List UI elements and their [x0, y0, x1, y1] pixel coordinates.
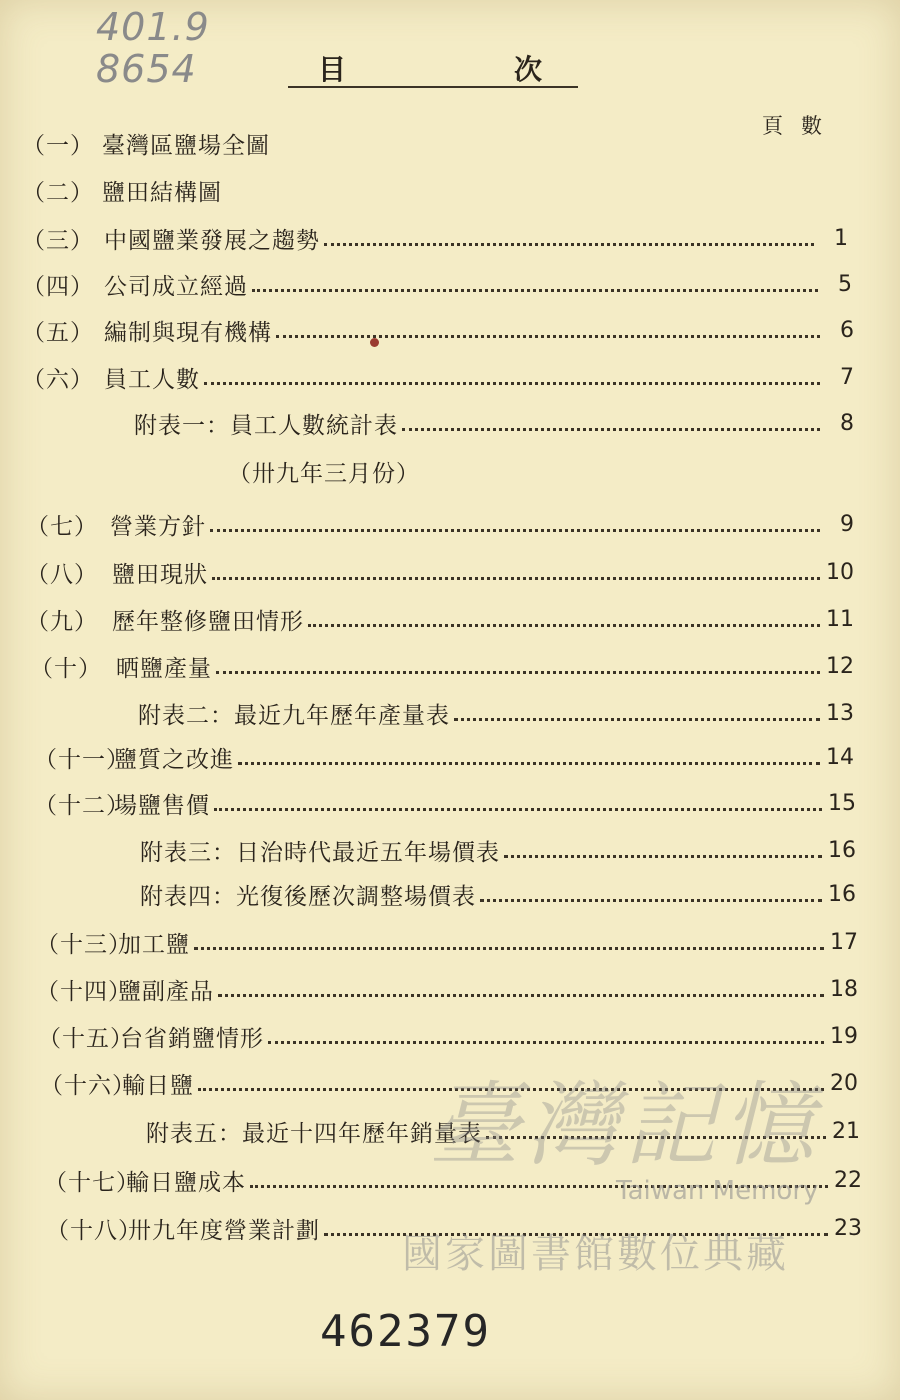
toc-label: 營業方針 [110, 513, 206, 540]
toc-page: 12 [826, 653, 854, 679]
leader-dots [204, 382, 820, 385]
toc-label: 附表四：光復後歷次調整場價表 [140, 883, 476, 910]
leader-dots [504, 855, 822, 858]
toc-number: （⼗二） [34, 792, 130, 819]
toc-label: 加工鹽 [118, 931, 190, 958]
toc-page: 7 [840, 364, 854, 390]
toc-page: 6 [840, 317, 854, 343]
title-underline [288, 86, 578, 88]
toc-label: 卅九年度營業計劃 [128, 1217, 320, 1244]
toc-number: （八） [26, 561, 98, 588]
toc-page: 15 [828, 790, 856, 816]
toc-label: 晒鹽產量 [116, 655, 212, 682]
ink-speck [370, 338, 379, 347]
toc-page: 23 [834, 1215, 862, 1241]
toc-appendix-entry [138, 697, 854, 729]
toc-label: 鹽田現狀 [112, 561, 208, 588]
toc-label: 場鹽售價 [114, 792, 210, 819]
toc-number: （⼗四） [36, 978, 132, 1005]
leader-dots [454, 718, 820, 721]
toc-page: 5 [838, 271, 852, 297]
toc-page: 14 [826, 744, 854, 770]
toc-entry [34, 787, 856, 819]
leader-dots [218, 994, 824, 997]
toc-label: 鹽副產品 [118, 978, 214, 1005]
toc-number: （一） [22, 132, 94, 159]
toc-label: 中國鹽業發展之趨勢 [104, 227, 320, 254]
toc-entry [22, 127, 852, 159]
toc-page: 10 [826, 559, 854, 585]
toc-number: （四） [22, 273, 94, 300]
toc-entry [22, 222, 848, 254]
toc-entry [38, 1020, 858, 1052]
toc-page: 1 [834, 225, 848, 251]
toc-number: （⼗五） [38, 1025, 134, 1052]
toc-entry [22, 174, 852, 206]
toc-subnote: （卅九年三月份） [228, 461, 420, 487]
toc-number: （七） [26, 513, 98, 540]
watermark-chinese: 臺灣記憶 [428, 1072, 821, 1179]
call-number-line2: 8654 [96, 47, 197, 91]
toc-number: （⼗七） [44, 1169, 140, 1196]
toc-page: 21 [832, 1118, 860, 1144]
toc-appendix-entry [140, 878, 856, 910]
toc-entry [30, 650, 854, 682]
toc-label: 附表二：最近九年歷年產量表 [138, 702, 450, 729]
leader-dots [252, 289, 818, 292]
toc-page: 19 [830, 1023, 858, 1049]
toc-number: （六） [22, 366, 94, 393]
leader-dots [402, 428, 820, 431]
toc-page: 9 [840, 511, 854, 537]
toc-label: 台省銷鹽情形 [120, 1025, 264, 1052]
toc-label: 臺灣區鹽場全圖 [102, 132, 270, 159]
toc-number: （九） [26, 608, 98, 635]
leader-dots [210, 529, 820, 532]
page-title [288, 48, 578, 90]
toc-number: （⼗） [30, 655, 102, 682]
leader-dots [212, 577, 820, 580]
toc-entry [26, 508, 854, 540]
toc-number: （⼗三） [36, 931, 132, 958]
call-number-line1: 401.9 [96, 5, 210, 49]
watermark-english: Taiwan Memory [616, 1176, 819, 1206]
leader-dots [268, 1041, 824, 1044]
toc-number: （三） [22, 227, 94, 254]
toc-label: 鹽田結構圖 [102, 179, 222, 206]
leader-dots [216, 671, 820, 674]
title-char-2: 次 [514, 53, 543, 86]
toc-entry [36, 973, 858, 1005]
toc-label: 歷年整修鹽田情形 [112, 608, 304, 635]
call-number [96, 6, 210, 90]
leader-dots [276, 335, 820, 338]
toc-page: 18 [830, 976, 858, 1002]
toc-page: 16 [828, 881, 856, 907]
toc-entry [36, 926, 858, 958]
toc-label: 公司成立經過 [104, 273, 248, 300]
toc-page: 13 [826, 700, 854, 726]
toc-entry [22, 268, 852, 300]
toc-page: 22 [834, 1167, 862, 1193]
toc-label: 附表五：最近十四年歷年銷量表 [146, 1120, 482, 1147]
toc-label: 附表三：日治時代最近五年場價表 [140, 839, 500, 866]
page-number-header: 頁數 [762, 114, 840, 138]
stamp-number: 462379 [320, 1306, 491, 1357]
toc-label: 輸日鹽 [122, 1072, 194, 1099]
toc-label: 員工人數 [104, 366, 200, 393]
toc-entry [22, 361, 854, 393]
toc-number: （五） [22, 319, 94, 346]
leader-dots [194, 947, 824, 950]
leader-dots [214, 808, 822, 811]
toc-appendix-entry [140, 834, 856, 866]
toc-entry [22, 314, 854, 346]
toc-page: 20 [830, 1070, 858, 1096]
toc-page: 11 [826, 606, 854, 632]
toc-entry [26, 603, 854, 635]
toc-entry [26, 556, 854, 588]
toc-page: 8 [840, 410, 854, 436]
leader-dots [324, 243, 814, 246]
toc-label: 編制與現有機構 [104, 319, 272, 346]
leader-dots [480, 899, 822, 902]
toc-number: （二） [22, 179, 94, 206]
watermark-library: 國家圖書館數位典藏 [402, 1231, 789, 1277]
toc-page: 16 [828, 837, 856, 863]
toc-number: （⼗八） [46, 1217, 142, 1244]
toc-label: 輸日鹽成本 [126, 1169, 246, 1196]
leader-dots [308, 624, 820, 627]
leader-dots [238, 762, 820, 765]
toc-page: 17 [830, 929, 858, 955]
title-char-1: 目 [318, 53, 347, 86]
toc-label: 鹽質之改進 [114, 746, 234, 773]
toc-label: 附表一：員工人數統計表 [134, 412, 398, 439]
toc-entry [34, 741, 854, 773]
toc-number: （⼗一） [34, 746, 130, 773]
toc-appendix-entry [134, 407, 854, 439]
toc-number: （⼗六） [40, 1072, 136, 1099]
